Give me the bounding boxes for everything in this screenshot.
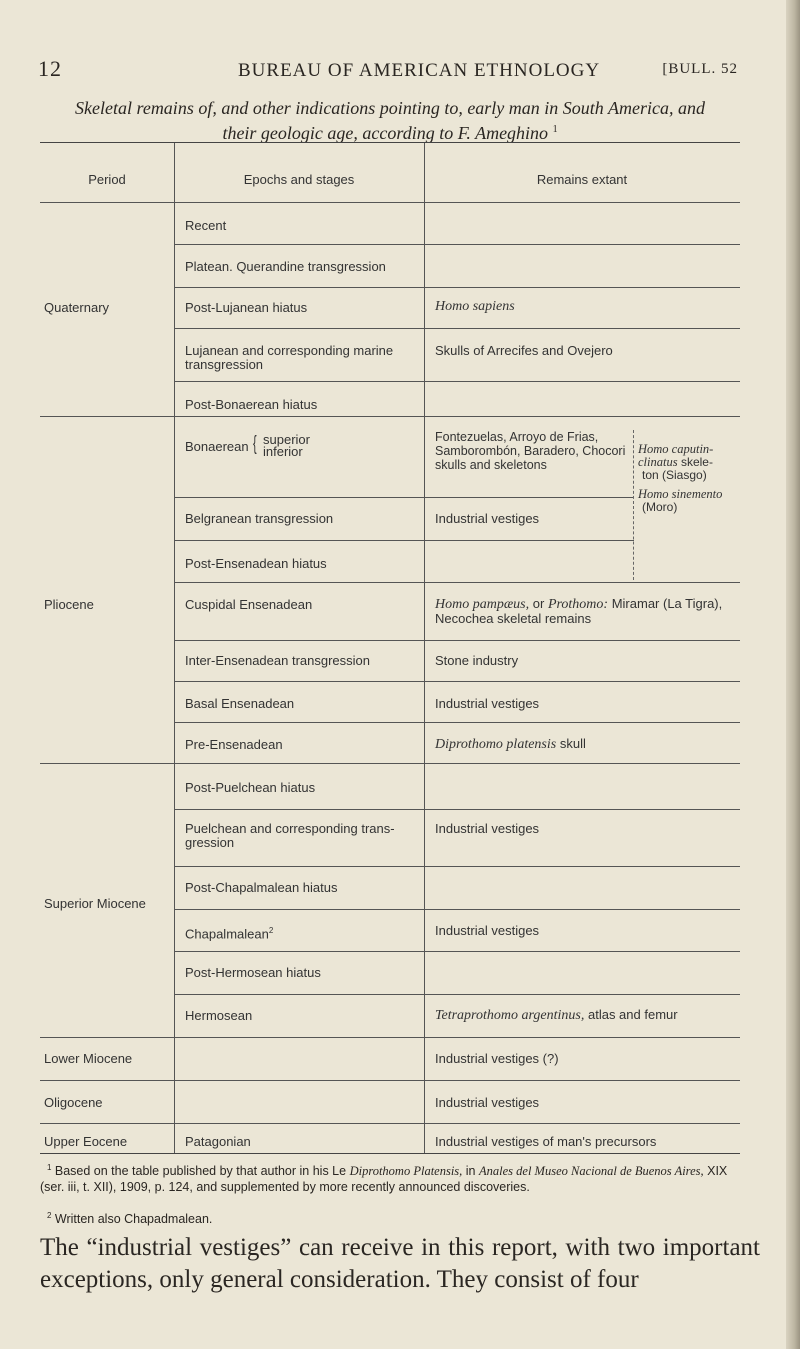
epoch-post-chapalmalean: Post-Chapalmalean hiatus — [185, 880, 338, 895]
epoch-belgranean: Belgranean transgression — [185, 511, 334, 526]
table-caption — [40, 97, 740, 144]
footnote-1-number: 1 — [46, 1163, 52, 1172]
row-rule — [174, 866, 740, 867]
epoch-post-ensenadean: Post-Ensenadean hiatus — [185, 556, 327, 571]
remains-tetraprothomo — [435, 1008, 678, 1023]
remains-atlas-femur: atlas and femur — [587, 1007, 678, 1022]
bulletin-number: [BULL. 52 — [662, 61, 738, 77]
remains-belgranean: Industrial vestiges — [435, 511, 540, 526]
column-header-period: Period — [88, 172, 126, 187]
remains-lujanean: Skulls of Arrecifes and Ovejero — [435, 343, 613, 358]
epoch-cuspidal: Cuspidal Ensenadean — [185, 597, 313, 612]
footnote-1-title: Diprothomo Platensis, — [349, 1164, 463, 1179]
footnote-1-in: in — [465, 1164, 476, 1179]
epoch-lujanean: Lujanean and corresponding marine transgression — [185, 343, 394, 372]
page-edge — [786, 0, 800, 1349]
epoch-chapalmalean — [185, 924, 273, 941]
table-bottom-rule — [40, 1153, 740, 1154]
remains-diprothomo-name: Diprothomo platensis — [435, 737, 557, 752]
caption-note-ref: 1 — [552, 124, 558, 135]
bonaerean-superior: superior — [263, 432, 310, 447]
column-divider — [174, 143, 175, 1153]
row-rule — [174, 287, 740, 288]
column-header-remains: Remains extant — [536, 172, 628, 187]
note-clinatus: clinatus — [638, 455, 678, 469]
header-rule — [40, 202, 740, 203]
remains-homo-pampaeus: Homo pampæus, — [435, 597, 530, 612]
remains-tetraprothomo-name: Tetraprothomo argentinus, — [435, 1008, 585, 1023]
caption-line-1: Skeletal remains of, and other indications pointing to, early man in South America, and — [75, 98, 705, 118]
epoch-patagonian: Patagonian — [185, 1134, 251, 1149]
table-top-rule — [40, 142, 740, 143]
braced-note — [638, 444, 742, 513]
remains-cuspidal — [435, 597, 740, 626]
remains-skull: skull — [559, 736, 586, 751]
row-rule — [174, 722, 740, 723]
period-rule — [40, 1037, 740, 1038]
epoch-chapalmalean-label: Chapalmalean — [185, 926, 269, 942]
footnote-1-journal: Anales del Museo Nacional de Buenos Aires, — [479, 1164, 704, 1179]
footnote-2 — [40, 1208, 750, 1227]
remains-bonaerean: Fontezuelas, Arroyo de Frias, Samborombón, Baradero, Chocori skulls and skeletons — [435, 430, 626, 472]
period-pliocene: Pliocene — [44, 597, 94, 612]
brace-symbol: { — [253, 433, 257, 455]
remains-diprothomo — [435, 737, 586, 752]
row-rule — [174, 994, 740, 995]
epoch-puelchean: Puelchean and corresponding trans- gression — [185, 821, 395, 850]
epoch-post-lujanean: Post-Lujanean hiatus — [185, 300, 308, 315]
period-rule — [40, 1123, 740, 1124]
remains-miramar: Miramar (La Tigra), Necochea skeletal remains — [435, 596, 723, 626]
period-quaternary: Quaternary — [44, 300, 110, 315]
footnote-1-text-a: Based on the table published by that author in his Le — [54, 1164, 347, 1179]
row-rule — [174, 681, 740, 682]
body-paragraph: The “industrial vestiges” can receive in this report, with two important exceptions, only general consideration. They consist of four — [40, 1234, 760, 1293]
bonaerean-label: Bonaerean — [185, 439, 249, 454]
remains-chapalmalean: Industrial vestiges — [435, 923, 540, 938]
row-rule — [174, 381, 740, 382]
period-rule — [40, 1080, 740, 1081]
brace-dashed-line — [633, 430, 634, 580]
row-rule — [174, 497, 634, 498]
footnote-1 — [40, 1160, 750, 1195]
page-number: 12 — [38, 56, 62, 81]
remains-basal-ensenadean: Industrial vestiges — [435, 696, 540, 711]
row-rule — [174, 328, 740, 329]
footnote-2-number: 2 — [46, 1211, 52, 1220]
remains-prothomo: Prothomo: — [547, 597, 609, 612]
period-lower-miocene: Lower Miocene — [44, 1051, 133, 1066]
footnote-1-text-e: XIX (ser. iii, t. XII), 1909, p. 124, and supplemented by more recently announced discoveries. — [40, 1164, 728, 1195]
row-rule — [174, 640, 740, 641]
row-rule — [174, 951, 740, 952]
running-head — [38, 58, 738, 84]
note-skele: skele- — [680, 455, 713, 469]
column-header-epochs: Epochs and stages — [243, 172, 355, 187]
epoch-inter-ensenadean: Inter-Ensenadean transgression — [185, 653, 371, 668]
note-homo-caputin: Homo caputin- — [638, 442, 714, 456]
epoch-recent: Recent — [185, 218, 227, 233]
epoch-basal-ensenadean: Basal Ensenadean — [185, 696, 295, 711]
note-homo-sinemento: Homo sinemento — [638, 487, 723, 501]
period-rule — [40, 763, 740, 764]
epoch-post-bonaerean: Post-Bonaerean hiatus — [185, 397, 318, 412]
period-rule — [40, 416, 740, 417]
epoch-pre-ensenadean: Pre-Ensenadean — [185, 737, 283, 752]
row-rule — [174, 244, 740, 245]
period-superior-miocene: Superior Miocene — [44, 896, 146, 911]
caption-line-2: their geologic age, according to F. Ameghino — [222, 123, 549, 143]
remains-upper-eocene: Industrial vestiges of man's precursors — [435, 1134, 657, 1149]
epoch-post-puelchean: Post-Puelchean hiatus — [185, 780, 316, 795]
epoch-hermosean: Hermosean — [185, 1008, 253, 1023]
row-rule — [174, 909, 740, 910]
remains-homo-sapiens: Homo sapiens — [435, 299, 515, 314]
row-rule — [174, 809, 740, 810]
row-rule — [174, 582, 740, 583]
remains-stone-industry: Stone industry — [435, 653, 519, 668]
row-rule — [174, 540, 634, 541]
note-moro: (Moro) — [642, 500, 678, 514]
period-oligocene: Oligocene — [44, 1095, 103, 1110]
epoch-platean: Platean. Querandine transgression — [185, 259, 386, 274]
bonaerean-inferior: inferior — [263, 444, 303, 459]
running-title: BUREAU OF AMERICAN ETHNOLOGY — [238, 60, 601, 81]
period-upper-eocene: Upper Eocene — [44, 1134, 128, 1149]
chapalmalean-note-ref: 2 — [268, 926, 274, 935]
remains-or: or — [532, 596, 545, 611]
epoch-post-hermosean: Post-Hermosean hiatus — [185, 965, 321, 980]
remains-puelchean: Industrial vestiges — [435, 821, 540, 836]
remains-oligocene: Industrial vestiges — [435, 1095, 540, 1110]
note-siasgo: ton (Siasgo) — [642, 468, 707, 482]
column-divider — [424, 143, 425, 1153]
remains-lower-miocene: Industrial vestiges (?) — [435, 1051, 559, 1066]
footnote-2-text: Written also Chapadmalean. — [54, 1212, 213, 1227]
